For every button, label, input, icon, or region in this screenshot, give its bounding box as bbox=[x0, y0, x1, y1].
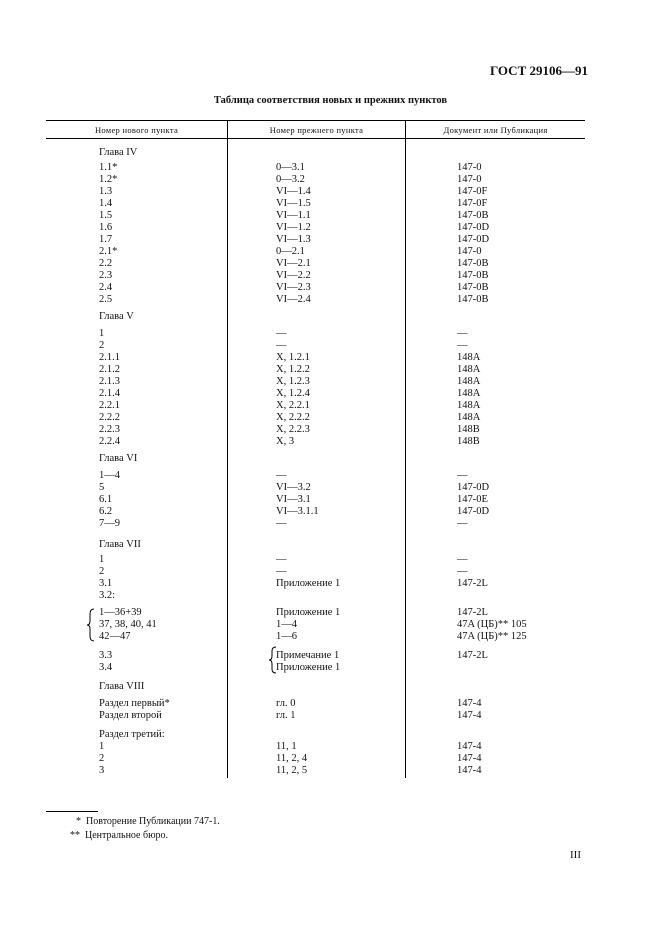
old-number-cell: VI—1.3 bbox=[276, 234, 311, 245]
new-number-cell: 2.1.1 bbox=[99, 352, 120, 363]
footnote-2: ** Центральное бюро. bbox=[70, 830, 169, 841]
old-number-cell: Приложение 1 bbox=[276, 578, 341, 589]
old-number-cell: — bbox=[276, 470, 287, 481]
old-number-cell: X, 1.2.3 bbox=[276, 376, 310, 387]
new-number-cell: Глава VII bbox=[99, 539, 141, 550]
new-number-cell: 37, 38, 40, 41 bbox=[99, 619, 157, 630]
document-cell: 147-0B bbox=[457, 294, 489, 305]
document-cell: 148A bbox=[457, 400, 481, 411]
new-number-cell: 1—36+39 bbox=[99, 607, 142, 618]
table-header-rule bbox=[46, 138, 585, 139]
document-cell: 147-0B bbox=[457, 270, 489, 281]
new-number-cell: 3.3 bbox=[99, 650, 113, 661]
new-number-cell: Раздел второй bbox=[99, 710, 162, 721]
column-header-doc: Документ или Публикация bbox=[443, 125, 548, 135]
new-number-cell: 1 bbox=[99, 741, 105, 752]
left-curly-brace bbox=[87, 608, 95, 642]
old-number-cell: VI—1.2 bbox=[276, 222, 311, 233]
document-cell: — bbox=[457, 328, 468, 339]
old-number-cell: X, 1.2.1 bbox=[276, 352, 310, 363]
document-cell: 148B bbox=[457, 424, 480, 435]
old-number-cell: VI—3.2 bbox=[276, 482, 311, 493]
new-number-cell: 2.1.4 bbox=[99, 388, 120, 399]
document-cell: — bbox=[457, 554, 468, 565]
new-number-cell: 2.1* bbox=[99, 246, 118, 257]
old-number-cell: VI—1.4 bbox=[276, 186, 311, 197]
document-cell: 147-4 bbox=[457, 698, 482, 709]
document-cell: 147-4 bbox=[457, 741, 482, 752]
column-header-old: Номер прежнего пункта bbox=[269, 125, 364, 135]
new-number-cell: 1 bbox=[99, 328, 105, 339]
old-number-cell: гл. 0 bbox=[276, 698, 296, 709]
document-cell: — bbox=[457, 518, 468, 529]
new-number-cell: 1.1* bbox=[99, 162, 118, 173]
new-number-cell: 2.2 bbox=[99, 258, 113, 269]
old-number-cell: VI—1.1 bbox=[276, 210, 311, 221]
document-cell: 147-4 bbox=[457, 710, 482, 721]
new-number-cell: 3.2: bbox=[99, 590, 116, 601]
old-number-cell: 0—2.1 bbox=[276, 246, 305, 257]
new-number-cell: 42—47 bbox=[99, 631, 131, 642]
new-number-cell: Глава VI bbox=[99, 453, 138, 464]
old-number-cell: VI—1.5 bbox=[276, 198, 311, 209]
new-number-cell: 1.3 bbox=[99, 186, 113, 197]
old-number-cell: 11, 2, 5 bbox=[276, 765, 308, 776]
old-number-cell: — bbox=[276, 340, 287, 351]
document-code: ГОСТ 29106—91 bbox=[489, 63, 588, 78]
table-title: Таблица соответствия новых и прежних пунктов bbox=[213, 95, 448, 106]
new-number-cell: 1.5 bbox=[99, 210, 113, 221]
new-number-cell: 3.4 bbox=[99, 662, 113, 673]
new-number-cell: 7—9 bbox=[99, 518, 120, 529]
new-number-cell: 2 bbox=[99, 340, 105, 351]
new-number-cell: 3.1 bbox=[99, 578, 113, 589]
new-number-cell: 1 bbox=[99, 554, 105, 565]
new-number-cell: 6.1 bbox=[99, 494, 113, 505]
document-cell: 148A bbox=[457, 412, 481, 423]
old-number-cell: 11, 2, 4 bbox=[276, 753, 308, 764]
new-number-cell: Глава IV bbox=[99, 147, 138, 158]
new-number-cell: 2.2.4 bbox=[99, 436, 120, 447]
document-cell: 47A (ЦБ)** 125 bbox=[457, 631, 527, 642]
document-cell: 147-2L bbox=[457, 650, 488, 661]
old-number-cell: — bbox=[276, 554, 287, 565]
old-number-cell: X, 3 bbox=[276, 436, 295, 447]
new-number-cell: 2.2.2 bbox=[99, 412, 120, 423]
new-number-cell: 5 bbox=[99, 482, 105, 493]
document-cell: 47A (ЦБ)** 105 bbox=[457, 619, 527, 630]
document-cell: 148A bbox=[457, 388, 481, 399]
old-number-cell: VI—2.4 bbox=[276, 294, 311, 305]
old-number-cell: X, 2.2.3 bbox=[276, 424, 310, 435]
new-number-cell: 2.2.3 bbox=[99, 424, 120, 435]
new-number-cell: 2 bbox=[99, 753, 105, 764]
old-number-cell: — bbox=[276, 328, 287, 339]
new-number-cell: 2.5 bbox=[99, 294, 113, 305]
old-number-cell: — bbox=[276, 566, 287, 577]
document-cell: 147-0D bbox=[457, 482, 490, 493]
new-number-cell: 2.1.2 bbox=[99, 364, 120, 375]
new-number-cell: 1—4 bbox=[99, 470, 120, 481]
document-cell: 147-2L bbox=[457, 578, 488, 589]
new-number-cell: 1.6 bbox=[99, 222, 113, 233]
old-number-cell: Приложение 1 bbox=[276, 607, 341, 618]
document-cell: 147-4 bbox=[457, 765, 482, 776]
old-number-cell: гл. 1 bbox=[276, 710, 296, 721]
old-number-cell: X, 1.2.2 bbox=[276, 364, 310, 375]
document-cell: — bbox=[457, 340, 468, 351]
new-number-cell: 1.4 bbox=[99, 198, 113, 209]
old-number-cell: 1—6 bbox=[276, 631, 297, 642]
document-cell: — bbox=[457, 566, 468, 577]
column-divider-1 bbox=[227, 120, 228, 778]
new-number-cell: 2 bbox=[99, 566, 105, 577]
old-number-cell: 11, 1 bbox=[276, 741, 297, 752]
old-number-cell: VI—2.2 bbox=[276, 270, 311, 281]
document-cell: 148B bbox=[457, 436, 480, 447]
old-number-cell: VI—2.3 bbox=[276, 282, 311, 293]
new-number-cell: Раздел первый* bbox=[99, 698, 170, 709]
old-number-cell: VI—3.1 bbox=[276, 494, 311, 505]
old-number-cell: Примечание 1 bbox=[276, 650, 340, 661]
document-cell: 147-4 bbox=[457, 753, 482, 764]
footnote-rule bbox=[46, 811, 98, 812]
column-header-new: Номер нового пункта bbox=[94, 125, 179, 135]
document-cell: 147-0F bbox=[457, 198, 488, 209]
old-number-cell: Приложение 1 bbox=[276, 662, 341, 673]
new-number-cell: 2.2.1 bbox=[99, 400, 120, 411]
table-top-rule bbox=[46, 120, 585, 121]
new-number-cell: 2.4 bbox=[99, 282, 113, 293]
footnote-1: * Повторение Публикации 747-1. bbox=[76, 816, 220, 827]
document-cell: — bbox=[457, 470, 468, 481]
document-cell: 147-0B bbox=[457, 282, 489, 293]
document-cell: 147-0D bbox=[457, 506, 490, 517]
new-number-cell: 2.1.3 bbox=[99, 376, 120, 387]
left-curly-brace-2 bbox=[269, 646, 277, 674]
old-number-cell: X, 2.2.1 bbox=[276, 400, 310, 411]
old-number-cell: 0—3.2 bbox=[276, 174, 305, 185]
document-cell: 147-0E bbox=[457, 494, 488, 505]
new-number-cell: 2.3 bbox=[99, 270, 113, 281]
page-number: III bbox=[570, 849, 581, 861]
new-number-cell: 6.2 bbox=[99, 506, 113, 517]
document-cell: 147-0 bbox=[457, 246, 482, 257]
old-number-cell: — bbox=[276, 518, 287, 529]
document-cell: 148A bbox=[457, 376, 481, 387]
new-number-cell: 1.2* bbox=[99, 174, 118, 185]
document-cell: 148A bbox=[457, 364, 481, 375]
new-number-cell: Раздел третий: bbox=[99, 729, 165, 740]
document-cell: 147-0 bbox=[457, 174, 482, 185]
old-number-cell: VI—3.1.1 bbox=[276, 506, 319, 517]
old-number-cell: VI—2.1 bbox=[276, 258, 311, 269]
old-number-cell: 0—3.1 bbox=[276, 162, 305, 173]
document-cell: 148A bbox=[457, 352, 481, 363]
document-cell: 147-0B bbox=[457, 258, 489, 269]
new-number-cell: Глава V bbox=[99, 311, 134, 322]
document-cell: 147-0F bbox=[457, 186, 488, 197]
column-divider-2 bbox=[405, 120, 406, 778]
old-number-cell: X, 2.2.2 bbox=[276, 412, 310, 423]
document-cell: 147-2L bbox=[457, 607, 488, 618]
old-number-cell: X, 1.2.4 bbox=[276, 388, 310, 399]
new-number-cell: Глава VIII bbox=[99, 681, 145, 692]
new-number-cell: 1.7 bbox=[99, 234, 113, 245]
old-number-cell: 1—4 bbox=[276, 619, 297, 630]
document-cell: 147-0D bbox=[457, 234, 490, 245]
document-cell: 147-0 bbox=[457, 162, 482, 173]
new-number-cell: 3 bbox=[99, 765, 105, 776]
document-cell: 147-0B bbox=[457, 210, 489, 221]
document-cell: 147-0D bbox=[457, 222, 490, 233]
